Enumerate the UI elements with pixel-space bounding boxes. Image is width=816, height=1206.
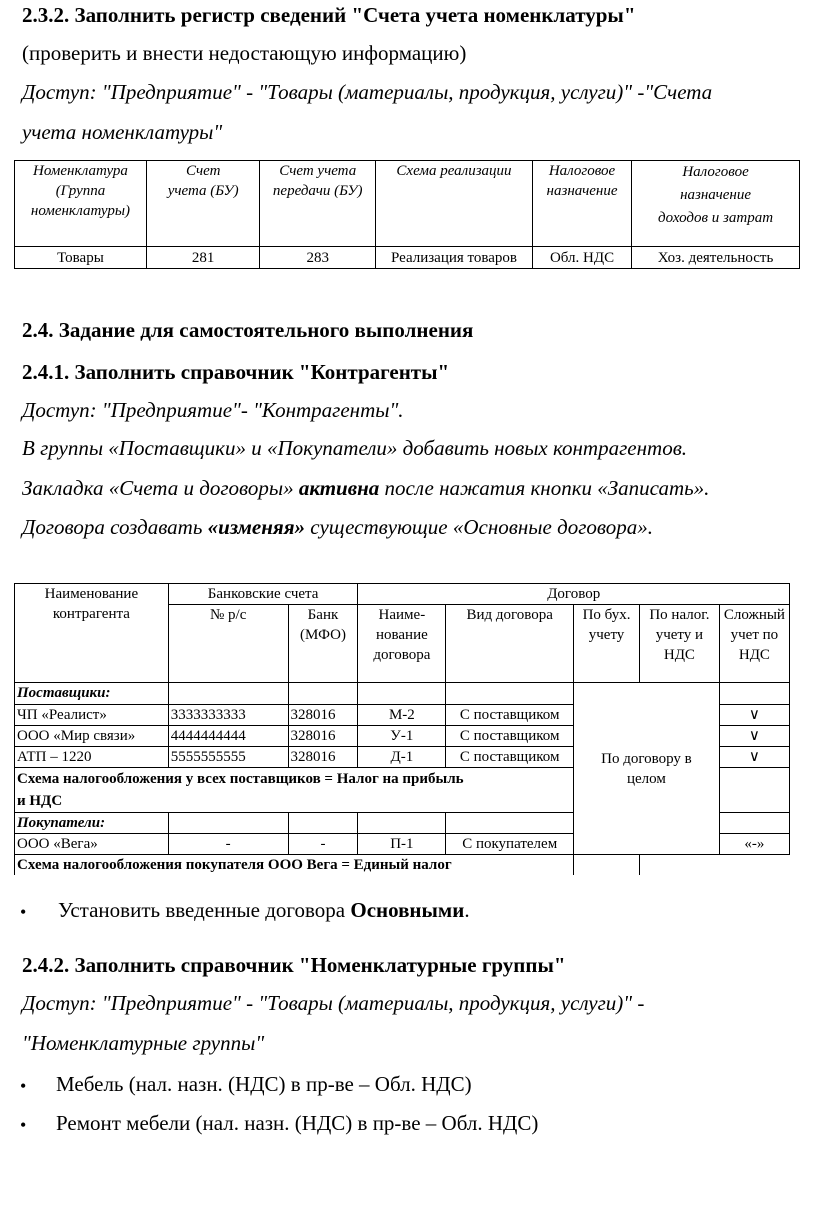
cell-tax-purpose: Обл. НДС — [532, 247, 631, 269]
table-row: АТП – 1220 5555555555 328016 Д-1 С поставщиком ∨ — [15, 747, 790, 768]
bullet-set-main-contracts: Установить введенные договора Основными. — [58, 898, 470, 922]
section-2-3-2-note: (проверить и внести недостающую информацию) — [22, 41, 467, 65]
nomenclature-accounts-table — [14, 160, 800, 269]
suppliers-label: Поставщики: — [15, 683, 169, 705]
section-2-4-1-line-3: Договора создавать «изменяя» существующие «Основные договора». — [22, 515, 653, 539]
header-contract: Договор — [358, 584, 790, 605]
header-complex-vat: Сложный учет по НДС — [719, 605, 789, 683]
header-contract-type: Вид договора — [446, 605, 574, 683]
list-item: Мебель (нал. назн. (НДС) в пр-ве – Обл. НДС) — [56, 1072, 472, 1096]
header-bank-accounts: Банковские счета — [168, 584, 358, 605]
access-line-1: Доступ: "Предприятие" - "Товары (материалы, продукция, услуги)" -"Счета — [22, 80, 713, 104]
header-tax-purpose: Налоговое назначение — [532, 161, 631, 247]
cell-account: 281 — [146, 247, 259, 269]
cell-nomenclature: Товары — [15, 247, 147, 269]
header-sales-scheme: Схема реализации — [376, 161, 533, 247]
cell-sales-scheme: Реализация товаров — [376, 247, 533, 269]
section-2-4-2-access-2: "Номенклатурные группы" — [22, 1031, 265, 1055]
header-contract-name: Наиме-нование договора — [358, 605, 446, 683]
header-nomenclature: Номенклатура (Группа номенклатуры) — [15, 161, 147, 247]
bullet-icon: • — [20, 1115, 27, 1135]
access-line-2: учета номенклатуры" — [22, 120, 223, 144]
header-account: Счет учета (БУ) — [146, 161, 259, 247]
header-transfer-account: Счет учета передачи (БУ) — [260, 161, 376, 247]
section-2-4-1-line-2: Закладка «Счета и договоры» активна после нажатия кнопки «Записать». — [22, 476, 710, 500]
suppliers-tax-scheme: Схема налогообложения у всех поставщиков = Налог на прибыль и НДС — [15, 768, 574, 813]
header-accounting: По бух. учету — [574, 605, 640, 683]
header-account-number: № р/с — [168, 605, 288, 683]
cell-tax-purpose-income: Хоз. деятельность — [632, 247, 800, 269]
section-2-4-1-line-1: В группы «Поставщики» и «Покупатели» добавить новых контрагентов. — [22, 436, 688, 460]
cell-transfer-account: 283 — [260, 247, 376, 269]
bullet-icon: • — [20, 1076, 27, 1096]
bullet-icon: • — [20, 902, 27, 922]
section-2-4-1-title: 2.4.1. Заполнить справочник "Контрагенты" — [22, 360, 450, 384]
merged-contract-cell: По договору в целом — [574, 683, 720, 855]
table-row: ООО «Мир связи» 4444444444 328016 У-1 С поставщиком ∨ — [15, 726, 790, 747]
section-2-4-2-title: 2.4.2. Заполнить справочник "Номенклатурные группы" — [22, 953, 566, 977]
buyer-tax-scheme: Схема налогообложения покупателя ООО Вега = Единый налог — [15, 855, 574, 876]
buyers-label: Покупатели: — [15, 813, 169, 834]
list-item: Ремонт мебели (нал. назн. (НДС) в пр-ве – Обл. НДС) — [56, 1111, 539, 1135]
header-tax-accounting: По налог. учету и НДС — [639, 605, 719, 683]
header-counterparty-name: Наименование контрагента — [15, 584, 169, 683]
section-2-4-2-access-1: Доступ: "Предприятие" - "Товары (материалы, продукция, услуги)" - — [22, 991, 645, 1015]
section-2-3-2-title: 2.3.2. Заполнить регистр сведений "Счета учета номенклатуры" — [22, 3, 636, 27]
counterparties-table — [14, 583, 790, 875]
section-2-4-title: 2.4. Задание для самостоятельного выполнения — [22, 318, 474, 342]
section-2-4-1-access: Доступ: "Предприятие"- "Контрагенты". — [22, 398, 404, 422]
header-bank-mfo: Банк (МФО) — [288, 605, 358, 683]
table-row: ООО «Вега» - - П-1 С покупателем «-» — [15, 834, 790, 855]
header-tax-purpose-income: Налоговое назначение доходов и затрат — [632, 161, 800, 247]
table-row: ЧП «Реалист» 3333333333 328016 М-2 С поставщиком ∨ — [15, 705, 790, 726]
